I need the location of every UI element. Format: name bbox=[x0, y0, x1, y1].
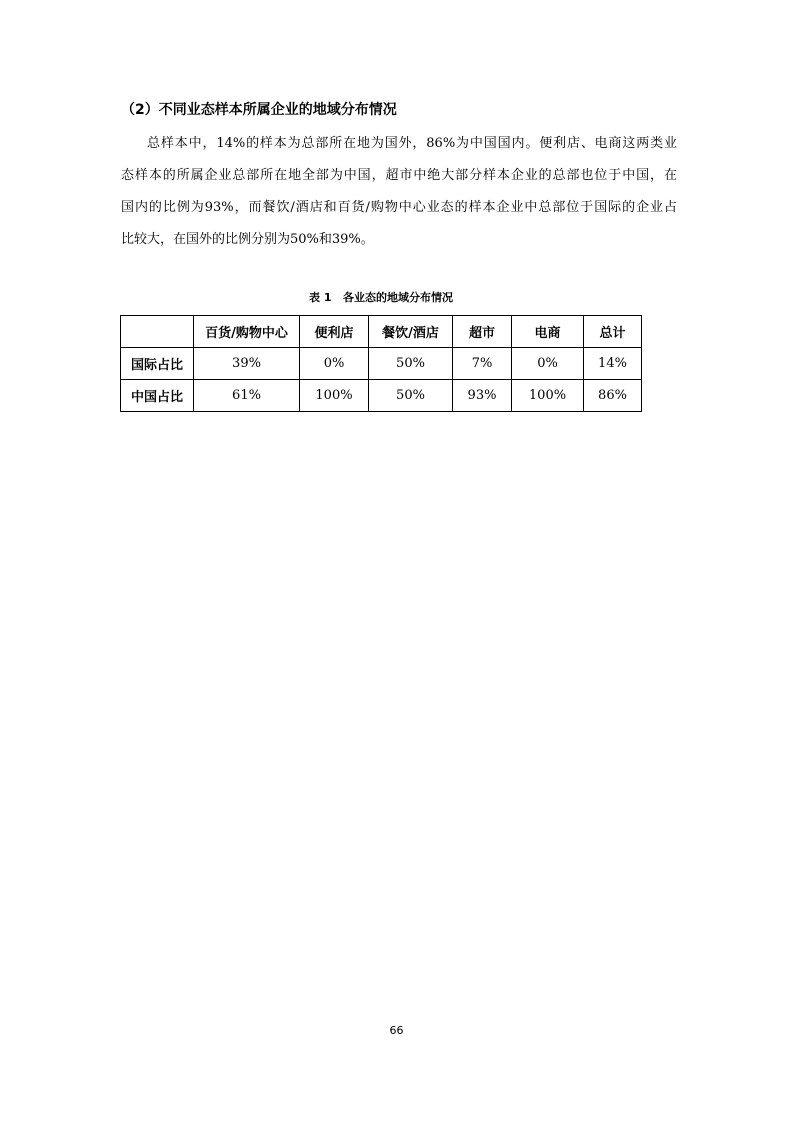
table-cell: 39% bbox=[194, 348, 300, 380]
table-cell: 100% bbox=[512, 380, 584, 412]
table-cell: 93% bbox=[453, 380, 512, 412]
table-cell: 61% bbox=[194, 380, 300, 412]
paragraph-line: 国内的比例为93%，而餐饮/酒店和百货/购物中心业态的样本企业中总部位于国际的企业占 bbox=[121, 200, 677, 215]
paragraph-line: 比较大，在国外的比例分别为50%和39%。 bbox=[121, 232, 374, 247]
table-header-cell: 电商 bbox=[512, 316, 584, 348]
row-label: 国际占比 bbox=[121, 348, 194, 380]
table-header-cell: 餐饮/酒店 bbox=[369, 316, 453, 348]
table-header-cell: 百货/购物中心 bbox=[194, 316, 300, 348]
section-heading: （2）不同业态样本所属企业的地域分布情况 bbox=[121, 102, 397, 118]
table-header-cell: 便利店 bbox=[300, 316, 369, 348]
table-cell: 0% bbox=[512, 348, 584, 380]
table-header-cell: 总计 bbox=[584, 316, 642, 348]
table-row bbox=[121, 380, 642, 412]
table-cell: 0% bbox=[300, 348, 369, 380]
table-cell: 50% bbox=[369, 348, 453, 380]
row-label: 中国占比 bbox=[121, 380, 194, 412]
region-distribution-table bbox=[120, 315, 642, 412]
table-cell: 100% bbox=[300, 380, 369, 412]
table-header-row bbox=[121, 316, 642, 348]
table-header-cell bbox=[121, 316, 194, 348]
paragraph-line: 总样本中，14%的样本为总部所在地为国外，86%为中国国内。便利店、电商这两类业 bbox=[147, 136, 677, 151]
table-row bbox=[121, 348, 642, 380]
table-cell: 7% bbox=[453, 348, 512, 380]
table-cell: 86% bbox=[584, 380, 642, 412]
table-header-cell: 超市 bbox=[453, 316, 512, 348]
table-cell: 50% bbox=[369, 380, 453, 412]
paragraph-line: 态样本的所属企业总部所在地全部为中国，超市中绝大部分样本企业的总部也位于中国，在 bbox=[121, 168, 677, 183]
table-caption: 表 1 各业态的地域分布情况 bbox=[309, 291, 453, 304]
page-number: 66 bbox=[389, 1024, 404, 1037]
table-cell: 14% bbox=[584, 348, 642, 380]
body-paragraph bbox=[121, 128, 677, 256]
